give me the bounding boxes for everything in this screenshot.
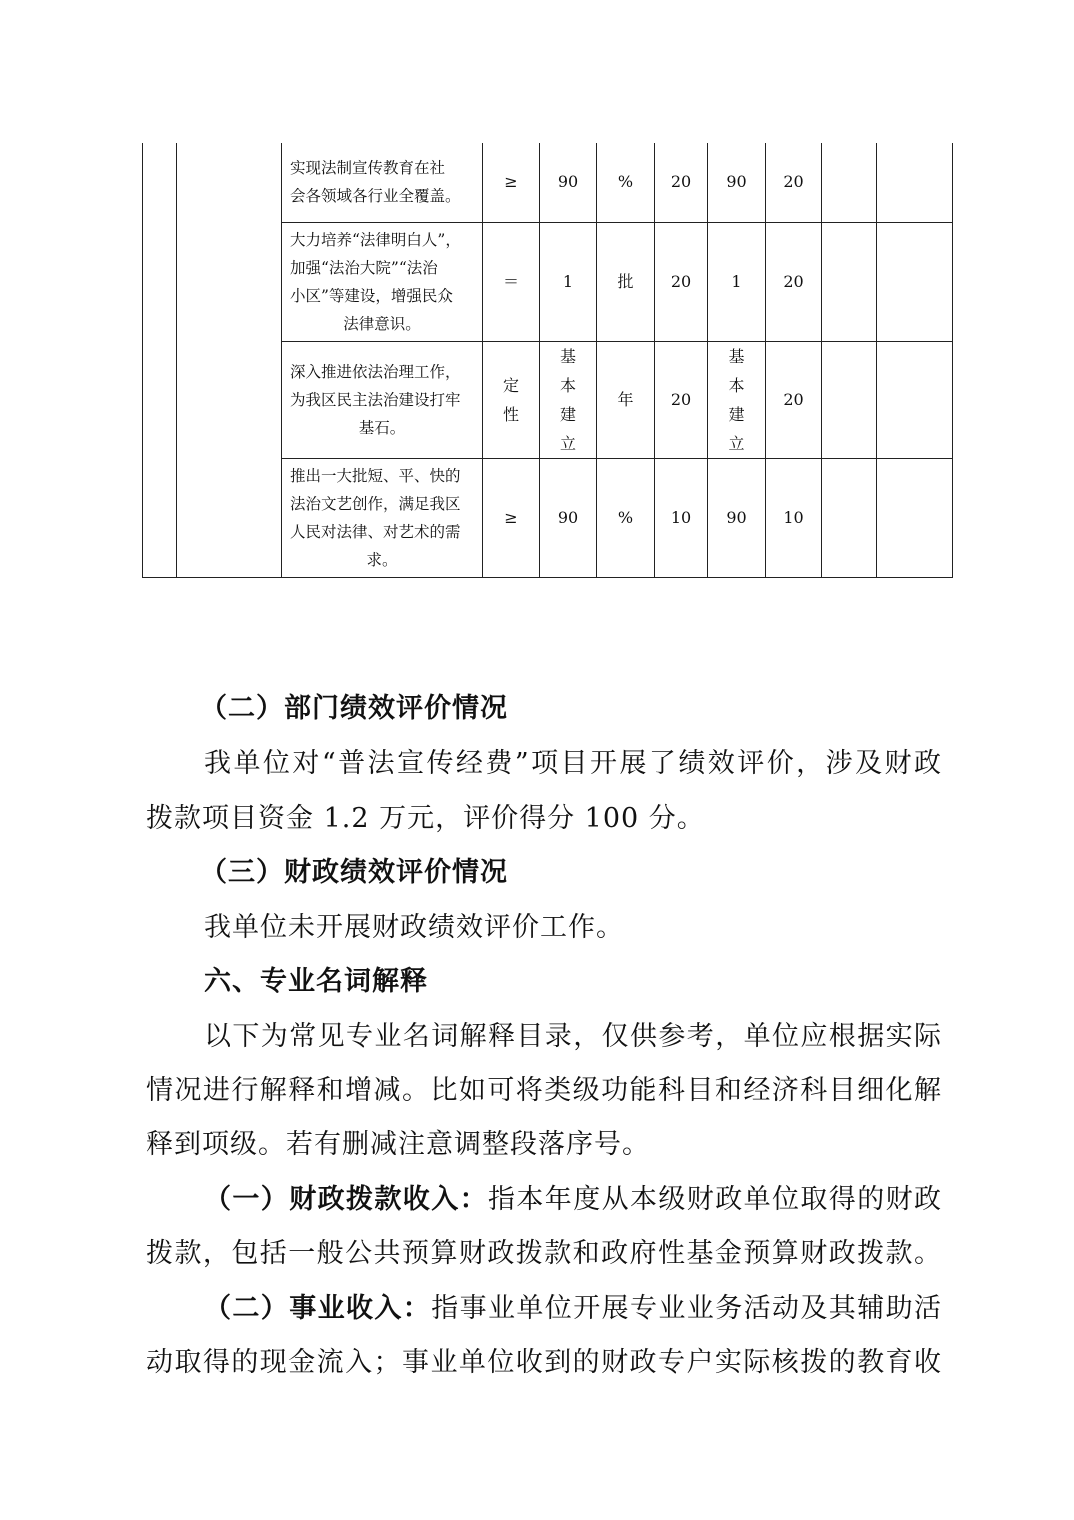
target-value-cell: 90 <box>540 143 597 222</box>
operator-cell: ＝ <box>483 222 540 341</box>
term-business-income-line2: 动取得的现金流入；事业单位收到的财政专户实际核拨的教育收 <box>146 1347 942 1378</box>
empty-cell <box>822 458 877 577</box>
actual-value-cell: 基 本 建 立 <box>708 341 766 458</box>
weight-cell: 20 <box>655 222 708 341</box>
term-fiscal-appropriation-label: （一）财政拨款收入： <box>204 1184 488 1215</box>
performance-indicator-table <box>142 143 953 578</box>
term-business-income-line1: （二）事业收入：指事业单位开展专业业务活动及其辅助活 <box>204 1293 943 1324</box>
term-fiscal-appropriation-line1: （一）财政拨款收入：指本年度从本级财政单位取得的财政 <box>204 1184 942 1215</box>
glossary-heading: 六、专业名词解释 <box>204 966 428 997</box>
fin-eval-heading: （三）财政绩效评价情况 <box>200 857 508 888</box>
operator-cell: 定 性 <box>483 341 540 458</box>
target-value-cell: 基 本 建 立 <box>540 341 597 458</box>
empty-cell <box>877 143 953 222</box>
glossary-intro-line3: 释到项级。若有删减注意调整段落序号。 <box>146 1129 650 1160</box>
empty-cell <box>822 341 877 458</box>
fin-eval-paragraph: 我单位未开展财政绩效评价工作。 <box>204 912 624 943</box>
score-cell: 20 <box>766 341 822 458</box>
term-fiscal-appropriation-line2: 拨款，包括一般公共预算财政拨款和政府性基金预算财政拨款。 <box>146 1238 942 1269</box>
empty-cell <box>877 222 953 341</box>
indicator-description: 深入推进依法治理工作， 为我区民主法治建设打牢 基石。 <box>282 341 483 458</box>
dept-eval-paragraph-line2: 拨款项目资金 1.2 万元，评价得分 100 分。 <box>146 803 705 834</box>
glossary-intro-line2: 情况进行解释和增减。比如可将类级功能科目和经济科目细化解 <box>146 1075 942 1106</box>
unit-cell: 批 <box>597 222 655 341</box>
glossary-intro-line1: 以下为常见专业名词解释目录，仅供参考，单位应根据实际 <box>204 1021 942 1052</box>
empty-cell <box>822 222 877 341</box>
score-cell: 20 <box>766 222 822 341</box>
dept-eval-paragraph-line1: 我单位对“普法宣传经费”项目开展了绩效评价，涉及财政 <box>204 748 942 779</box>
score-cell: 20 <box>766 143 822 222</box>
weight-cell: 20 <box>655 341 708 458</box>
unit-cell: % <box>597 143 655 222</box>
operator-cell: ≥ <box>483 143 540 222</box>
target-value-cell: 90 <box>540 458 597 577</box>
actual-value-cell: 90 <box>708 143 766 222</box>
target-value-cell: 1 <box>540 222 597 341</box>
merged-empty-cell <box>143 143 177 577</box>
indicator-description: 大力培养“法律明白人”， 加强“法治大院”“法治 小区”等建设，增强民众 法律意识。 <box>282 222 483 341</box>
indicator-description: 实现法制宣传教育在社 会各领域各行业全覆盖。 <box>282 143 483 222</box>
term-business-income-label: （二）事业收入： <box>204 1293 432 1324</box>
dept-eval-heading: （二）部门绩效评价情况 <box>200 693 508 724</box>
unit-cell: 年 <box>597 341 655 458</box>
empty-cell <box>877 458 953 577</box>
score-cell: 10 <box>766 458 822 577</box>
actual-value-cell: 90 <box>708 458 766 577</box>
empty-cell <box>877 341 953 458</box>
unit-cell: % <box>597 458 655 577</box>
weight-cell: 10 <box>655 458 708 577</box>
merged-empty-cell <box>177 143 282 577</box>
indicator-description: 推出一大批短、平、快的 法治文艺创作，满足我区 人民对法律、对艺术的需 求。 <box>282 458 483 577</box>
empty-cell <box>822 143 877 222</box>
weight-cell: 20 <box>655 143 708 222</box>
operator-cell: ≥ <box>483 458 540 577</box>
actual-value-cell: 1 <box>708 222 766 341</box>
table-row <box>143 143 953 222</box>
